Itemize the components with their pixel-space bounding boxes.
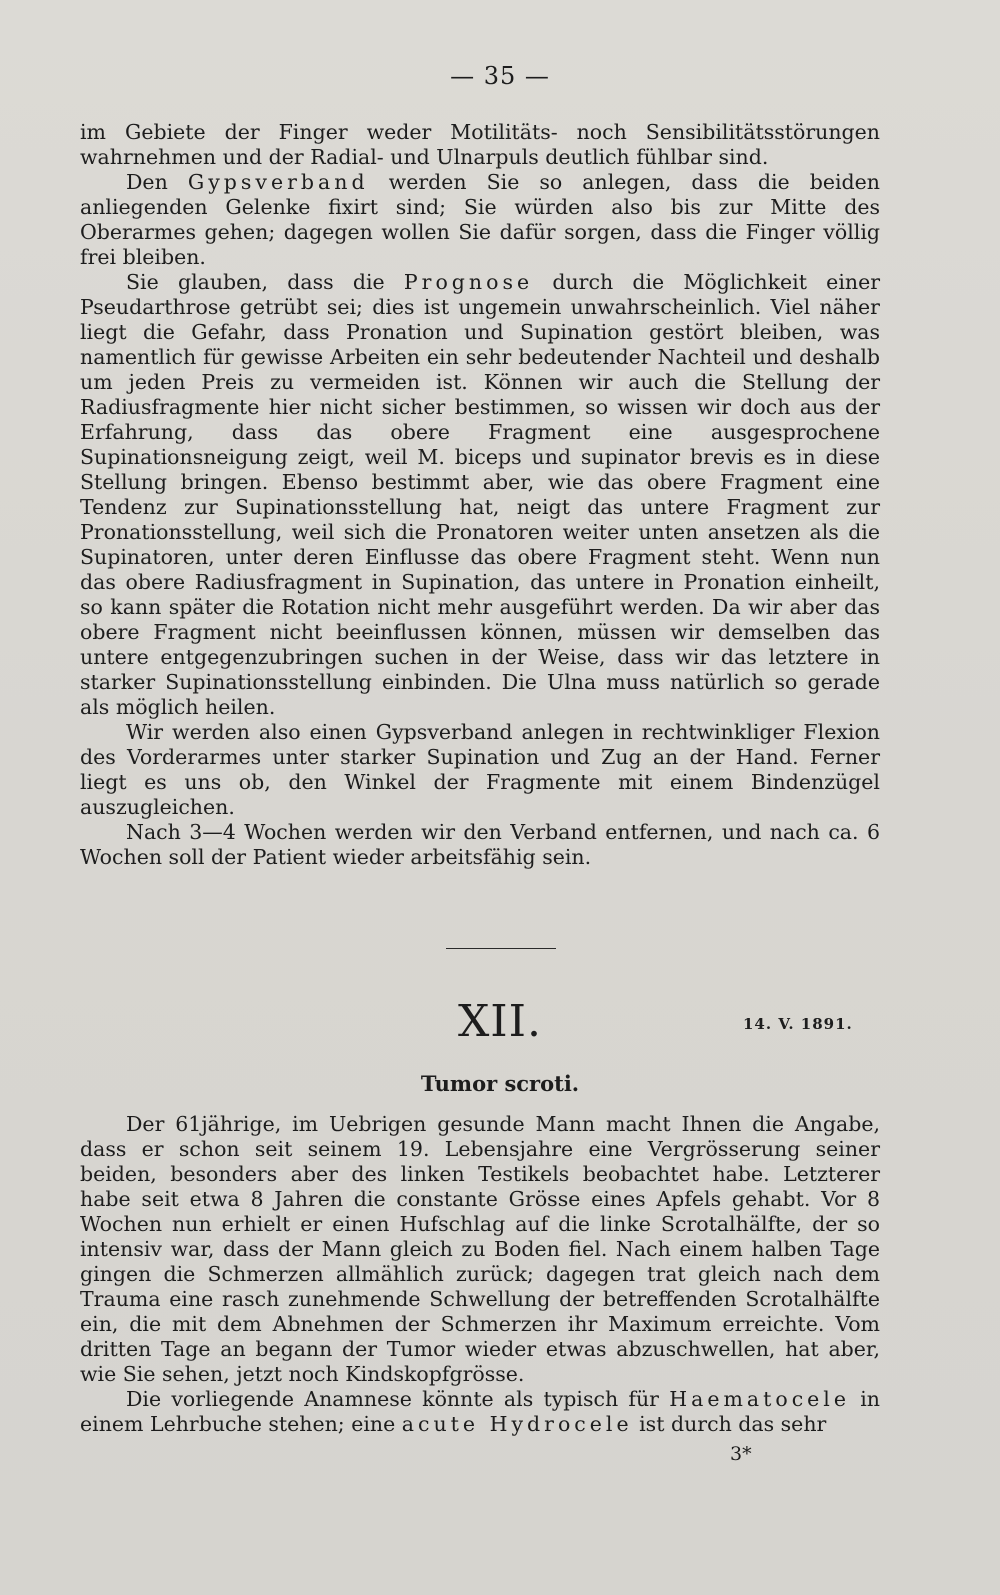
text-run: in einem Lehrbuche stehen; eine bbox=[80, 1387, 880, 1436]
paragraph: Wir werden also einen Gypsverband anlegen in rechtwinkliger Flexion des Vorderarmes unter starker Supination und Zug an der Hand. Ferner liegt es uns ob, den Winkel der Fragmente mit einem Bindenzügel auszugleichen. bbox=[80, 720, 880, 819]
text-run: Den bbox=[126, 170, 188, 194]
text-block-lower bbox=[80, 1112, 880, 1437]
paragraph: im Gebiete der Finger weder Motilitäts- noch Sensibilitätsstörungen wahrnehmen und der Radial- und Ulnarpuls deutlich fühlbar sind. bbox=[80, 120, 880, 169]
spaced-term: Haematocele bbox=[669, 1387, 850, 1411]
text-run: werden Sie so anlegen, dass die beiden anliegenden Gelenke fixirt sind; Sie würden also bis zur Mitte des Oberarmes gehen; dagegen wollen Sie dafür sorgen, dass die Finger völlig frei bleiben. bbox=[80, 170, 880, 269]
text-run: Sie glauben, dass die bbox=[126, 270, 404, 294]
page-number: — 35 — bbox=[450, 62, 550, 90]
text-run: Die vorliegende Anamnese könnte als typisch für bbox=[126, 1387, 670, 1411]
paragraph bbox=[80, 270, 880, 720]
spaced-term: Prognose bbox=[403, 270, 534, 294]
section-divider bbox=[446, 948, 556, 949]
text-block-upper bbox=[80, 120, 880, 870]
paragraph: Nach 3—4 Wochen werden wir den Verband entfernen, und nach ca. 6 Wochen soll der Patient wieder arbeitsfähig sein. bbox=[80, 820, 880, 869]
spaced-term: acute Hydrocele bbox=[401, 1412, 633, 1436]
paragraph bbox=[80, 170, 880, 270]
text-run: ist durch das sehr bbox=[632, 1412, 827, 1436]
paragraph: Der 61jährige, im Uebrigen gesunde Mann macht Ihnen die Angabe, dass er schon seit seinem 19. Lebensjahre eine Vergrösserung seiner beiden, besonders aber des linken Testikels beobachtet habe. Letzterer habe seit etwa 8 Jahren die constante Grösse eines Apfels gehabt. Vor 8 Wochen nun erhielt er einen Hufschlag auf die linke Scrotalhälfte, der so intensiv war, dass der Mann gleich zu Boden fiel. Nach einem halben Tage gingen die Schmerzen allmählich zurück; dagegen trat gleich nach dem Trauma eine rasch zunehmende Schwellung der betreffenden Scrotalhälfte ein, die mit dem Abnehmen der Schmerzen ihr Maximum erreichte. Vom dritten Tage an begann der Tumor wieder etwas abzuschwellen, hat aber, wie Sie sehen, jetzt noch Kindskopfgrösse. bbox=[80, 1112, 880, 1386]
chapter-number: XII. bbox=[457, 996, 543, 1047]
paragraph bbox=[80, 1387, 880, 1437]
signature-mark: 3* bbox=[730, 1443, 752, 1465]
text-run: durch die Möglichkeit einer Pseudarthrose getrübt sei; dies ist ungemein unwahrscheinlich. Viel näher liegt die Gefahr, dass Pronation und Supination gestört bleiben, was namentlich für gewisse Arbeiten ein sehr bedeutender Nachteil und deshalb um jeden Preis zu vermeiden ist. Können wir auch die Stellung der Radiusfragmente hier nicht sicher bestimmen, so wissen wir doch aus der Erfahrung, dass das obere Fragment eine ausgesprochene Supinationsneigung zeigt, weil M. biceps und supinator brevis es in diese Stellung bringen. Ebenso bestimmt aber, wie das obere Fragment eine Tendenz zur Supinationsstellung hat, neigt das untere Fragment zur Pronationsstellung, weil sich die Pronatoren weiter unten ansetzen als die Supinatoren, unter deren Einflusse das obere Fragment steht. Wenn nun das obere Radiusfragment in Supination, das untere in Pronation einheilt, so kann später die Rotation nicht mehr ausgeführt werden. Da wir aber das obere Fragment nicht beeinflussen können, müssen wir demselben das untere entgegenzubringen suchen in der Weise, dass wir das letztere in starker Supinationsstellung einbinden. Die Ulna muss natürlich so gerade als möglich heilen. bbox=[80, 270, 881, 719]
chapter-date: 14. V. 1891. bbox=[743, 1015, 853, 1033]
section-title: Tumor scroti. bbox=[420, 1071, 580, 1096]
spaced-term: Gypsverband bbox=[187, 170, 369, 194]
